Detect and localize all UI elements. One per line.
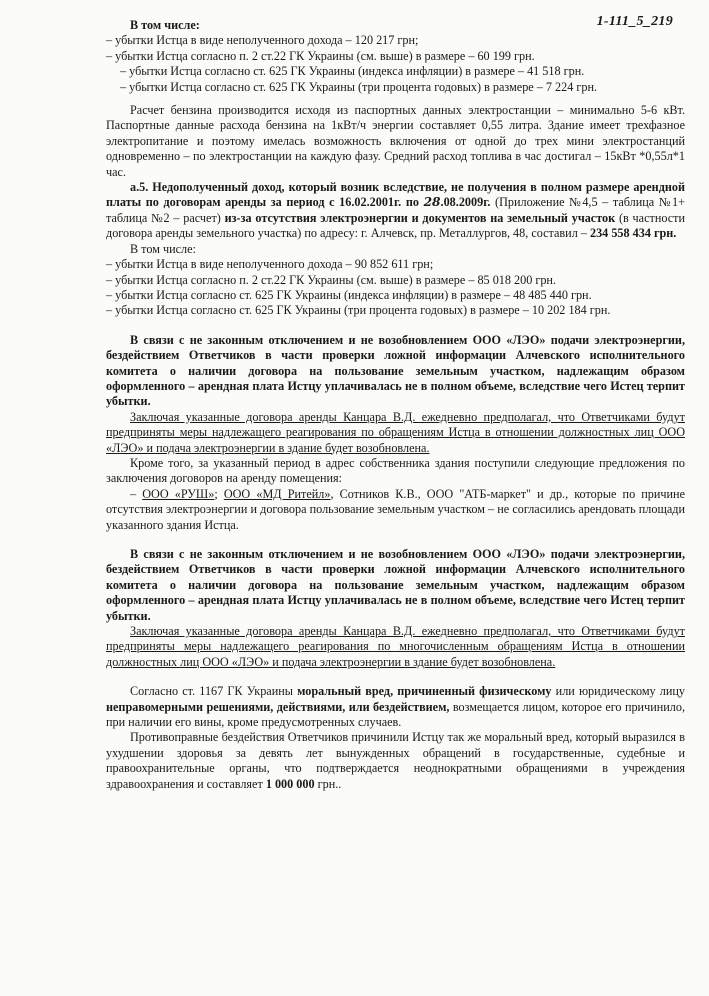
list-item: – убытки Истца в виде неполученного дохода – 120 217 грн; (106, 33, 419, 48)
offers-intro: Кроме того, за указанный период в адрес собственника здания поступили следующие предложения по заключения договоров на аренду помещения: (106, 455, 685, 486)
section-heading: В том числе: (130, 241, 196, 256)
a5-heading: а.5. Недополученный доход, который возник вследствие, не получения в полном размере арендной платы по договорам аренды за период с 16.02.2001г. по (106, 180, 685, 210)
handwritten-day: 28 (423, 195, 441, 210)
bold-paragraph: В связи с не законным отключением и не возобновлением ООО «ЛЭО» подачи электроэнергии, бездействием Ответчиков в части проверки ложной информации Алчевского исполнительного комитета о наличии договора на пользование земельным участком, надлежащим образом оформленного – арендная плата Истцу уплачивалась не в полном объеме, вследствие чего Истец терпит убытки. (106, 332, 685, 409)
document-number-stamp: 1-111_5_219 (596, 14, 673, 29)
a5-heading-end: .08.2009г. (440, 195, 491, 210)
list-item: – убытки Истца в виде неполученного дохода – 90 852 611 грн; (106, 257, 434, 272)
a5-address: (в частности договора аренды земельного участка) по адресу: г. Алчевск, пр. Металлургов, 48, составил – (106, 210, 685, 241)
company-rush: ООО «РУШ» (142, 486, 215, 501)
a5-text: (Приложение №4,5 – таблица №1+ таблица №2 – расчет) (106, 195, 685, 225)
a5-total: 234 558 434 грн. (589, 226, 677, 241)
list-item: – убытки Истца согласно ст. 625 ГК Украины (три процента годовых) в размере – 10 202 184 грн. (106, 303, 611, 318)
list-item: – убытки Истца согласно п. 2 ст.22 ГК Украины (см. выше) в размере – 85 018 200 грн. (106, 272, 557, 287)
bold-paragraph: В связи с не законным отключением и не возобновлением ООО «ЛЭО» подачи электроэнергии, бездействием Ответчиков в части проверки ложной информации Алчевского исполнительного комитета о наличии договора на пользование земельным участком, надлежащим образом оформленного – арендная плата Истцу уплачивалась не в полном объеме, вследствие чего Истец терпит убытки. (106, 547, 685, 623)
final-paragraph: Противоправные бездействия Ответчиков причинили Истцу так же моральный вред, который выразился в ухудшении здоровья за девять лет вынужденных обращений в государственные, судебные и правоохранительные органы, что подтверждается неоднократными обращениями в учреждения здравоохранения и составляет 1 000 000 грн.. (106, 730, 685, 791)
section-heading: В том числе: (130, 18, 200, 32)
company-md-retail: ООО «МД Ритейл» (223, 486, 331, 501)
underlined-paragraph: Заключая указанные договора аренды Канцара В.Д. ежедневно предполагал, что Ответчиками будут предприняты меры надлежащего реагирования по обращениям Истца в отношении должностных лиц ООО «ЛЭО» и подача электроэнергии в здание будет возобновлена. (106, 409, 685, 455)
list-item: – убытки Истца согласно ст. 625 ГК Украины (индекса инфляции) в размере – 41 518 грн. (120, 64, 585, 79)
underlined-paragraph: Заключая указанные договора аренды Канцара В.Д. ежедневно предполагал, что Ответчиками будут предприняты меры надлежащего реагирования по многочисленным обращениям Истца в отношении должностных лиц ООО «ЛЭО» и подача электроэнергии в здание будет возобновлена. (106, 624, 685, 669)
a5-reason: из-за отсутствия электроэнергии и документов на земельный участок (224, 210, 616, 225)
list-item: – убытки Истца согласно ст. 625 ГК Украины (три процента годовых) в размере – 7 224 грн. (120, 79, 598, 94)
list-item: – убытки Истца согласно п. 2 ст.22 ГК Украины (см. выше) в размере – 60 199 грн. (106, 48, 535, 63)
petrol-calculation-paragraph: Расчет бензина производится исходя из паспортных данных электростанции – минимально 5-6 кВт. Паспортные данные расхода бензина на 1кВт/ч энергии составляет 0,55 литра. Здание имеет трехфазное электропитание и поэтому имелась возможность включения от одной до трех мини электростанций одновременно – по электростанции на каждую фазу. Средний расход топлива в час достигал – 15кВт *0,55л*1 час. (106, 103, 685, 179)
moral-damage-paragraph: Согласно ст. 1167 ГК Украины моральный вред, причиненный физическому или юридическому лицу неправомерными решениями, действиями, или бездействием, возмещается лицом, которое его причинило, при наличии его вины, кроме предусмотренных случаев. (106, 684, 686, 730)
section-a5-paragraph (106, 180, 685, 242)
moral-damage-amount: 1 000 000 (265, 776, 315, 791)
offers-list: – ООО «РУШ»; ООО «МД Ритейл», Сотников К.В., ООО "АТБ-маркет" и др., которые по причине отсутствия электроэнергии и договора пользование земельным участком – не согласились арендовать площади указанного здания Истца. (106, 486, 685, 532)
list-item: – убытки Истца согласно ст. 625 ГК Украины (индекса инфляции) в размере – 48 485 440 грн. (106, 287, 592, 302)
